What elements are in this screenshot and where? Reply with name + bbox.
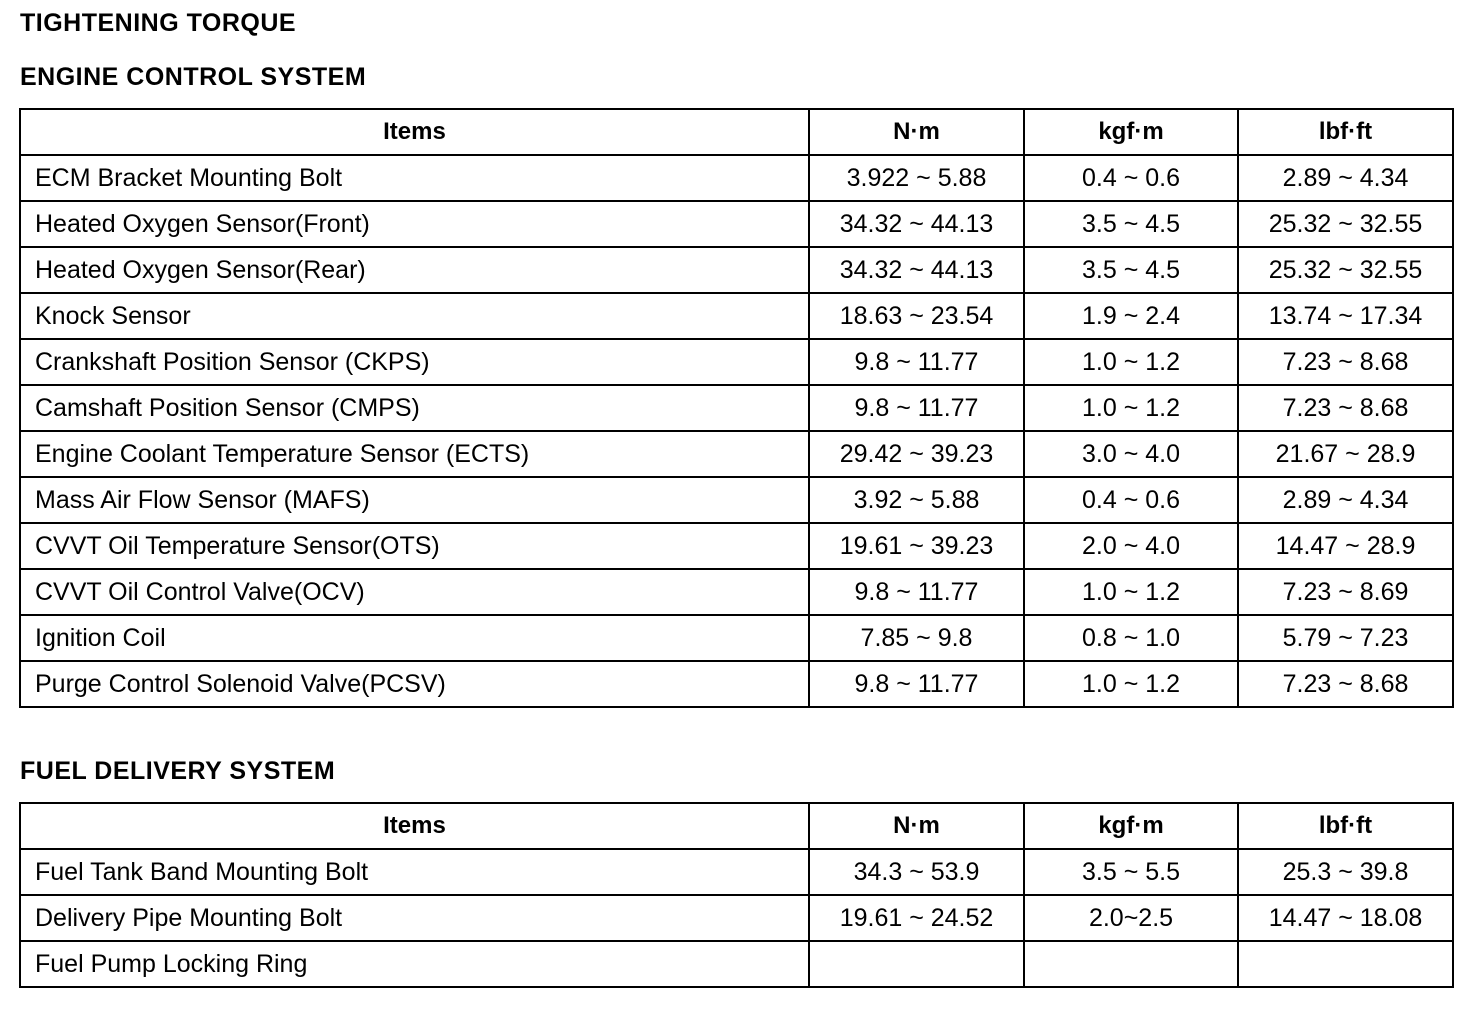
header-kgf-m: kgf·m — [1024, 109, 1238, 155]
torque-nm: 9.8 ~ 11.77 — [809, 661, 1024, 707]
torque-nm: 19.61 ~ 24.52 — [809, 895, 1024, 941]
torque-kgf-m: 1.0 ~ 1.2 — [1024, 385, 1238, 431]
table-header-row — [20, 803, 1453, 849]
item-name: Crankshaft Position Sensor (CKPS) — [20, 339, 809, 385]
torque-kgf-m: 0.4 ~ 0.6 — [1024, 155, 1238, 201]
torque-nm: 34.3 ~ 53.9 — [809, 849, 1024, 895]
item-name: Camshaft Position Sensor (CMPS) — [20, 385, 809, 431]
table-row — [20, 661, 1453, 707]
torque-lbf-ft: 2.89 ~ 4.34 — [1238, 477, 1453, 523]
header-kgf-m: kgf·m — [1024, 803, 1238, 849]
torque-kgf-m: 2.0 ~ 4.0 — [1024, 523, 1238, 569]
item-name: CVVT Oil Temperature Sensor(OTS) — [20, 523, 809, 569]
torque-kgf-m: 1.0 ~ 1.2 — [1024, 569, 1238, 615]
torque-kgf-m: 0.4 ~ 0.6 — [1024, 477, 1238, 523]
torque-nm: 34.32 ~ 44.13 — [809, 201, 1024, 247]
table-row — [20, 155, 1453, 201]
torque-kgf-m: 3.5 ~ 5.5 — [1024, 849, 1238, 895]
torque-kgf-m: 0.8 ~ 1.0 — [1024, 615, 1238, 661]
item-name: Mass Air Flow Sensor (MAFS) — [20, 477, 809, 523]
torque-nm: 19.61 ~ 39.23 — [809, 523, 1024, 569]
item-name: Fuel Tank Band Mounting Bolt — [20, 849, 809, 895]
torque-lbf-ft: 7.23 ~ 8.69 — [1238, 569, 1453, 615]
torque-lbf-ft: 5.79 ~ 7.23 — [1238, 615, 1453, 661]
item-name: Engine Coolant Temperature Sensor (ECTS) — [20, 431, 809, 477]
table-row — [20, 247, 1453, 293]
torque-lbf-ft: 2.89 ~ 4.34 — [1238, 155, 1453, 201]
torque-nm: 3.92 ~ 5.88 — [809, 477, 1024, 523]
table-row — [20, 849, 1453, 895]
torque-kgf-m: 3.5 ~ 4.5 — [1024, 201, 1238, 247]
torque-kgf-m: 2.0~2.5 — [1024, 895, 1238, 941]
torque-nm: 9.8 ~ 11.77 — [809, 339, 1024, 385]
torque-lbf-ft: 25.32 ~ 32.55 — [1238, 201, 1453, 247]
torque-nm: 7.85 ~ 9.8 — [809, 615, 1024, 661]
torque-nm: 9.8 ~ 11.77 — [809, 569, 1024, 615]
table-row — [20, 941, 1453, 987]
item-name: Heated Oxygen Sensor(Rear) — [20, 247, 809, 293]
torque-kgf-m: 1.0 ~ 1.2 — [1024, 661, 1238, 707]
torque-lbf-ft: 7.23 ~ 8.68 — [1238, 661, 1453, 707]
torque-nm: 34.32 ~ 44.13 — [809, 247, 1024, 293]
torque-kgf-m: 1.9 ~ 2.4 — [1024, 293, 1238, 339]
table-row — [20, 339, 1453, 385]
fuel-delivery-torque-table — [19, 802, 1454, 988]
torque-lbf-ft: 13.74 ~ 17.34 — [1238, 293, 1453, 339]
torque-lbf-ft: 7.23 ~ 8.68 — [1238, 385, 1453, 431]
table-row — [20, 477, 1453, 523]
section-title-fuel-delivery: FUEL DELIVERY SYSTEM — [20, 757, 336, 785]
table-row — [20, 385, 1453, 431]
header-items: Items — [20, 803, 809, 849]
torque-lbf-ft: 25.32 ~ 32.55 — [1238, 247, 1453, 293]
section-title-engine-control: ENGINE CONTROL SYSTEM — [20, 63, 367, 91]
torque-lbf-ft: 14.47 ~ 28.9 — [1238, 523, 1453, 569]
header-nm: N·m — [809, 803, 1024, 849]
item-name: CVVT Oil Control Valve(OCV) — [20, 569, 809, 615]
torque-nm: 29.42 ~ 39.23 — [809, 431, 1024, 477]
torque-lbf-ft: 7.23 ~ 8.68 — [1238, 339, 1453, 385]
table-row — [20, 293, 1453, 339]
item-name: Heated Oxygen Sensor(Front) — [20, 201, 809, 247]
header-lbf-ft: lbf·ft — [1238, 803, 1453, 849]
engine-control-torque-table — [19, 108, 1454, 708]
item-name: Fuel Pump Locking Ring — [20, 941, 809, 987]
table-row — [20, 431, 1453, 477]
table-row — [20, 201, 1453, 247]
header-nm: N·m — [809, 109, 1024, 155]
item-name: Delivery Pipe Mounting Bolt — [20, 895, 809, 941]
page-title: TIGHTENING TORQUE — [20, 9, 297, 37]
table-row — [20, 523, 1453, 569]
torque-lbf-ft — [1238, 941, 1453, 987]
torque-lbf-ft: 21.67 ~ 28.9 — [1238, 431, 1453, 477]
torque-nm: 18.63 ~ 23.54 — [809, 293, 1024, 339]
torque-lbf-ft: 25.3 ~ 39.8 — [1238, 849, 1453, 895]
torque-kgf-m — [1024, 941, 1238, 987]
torque-nm: 3.922 ~ 5.88 — [809, 155, 1024, 201]
torque-nm: 9.8 ~ 11.77 — [809, 385, 1024, 431]
item-name: ECM Bracket Mounting Bolt — [20, 155, 809, 201]
item-name: Ignition Coil — [20, 615, 809, 661]
header-lbf-ft: lbf·ft — [1238, 109, 1453, 155]
table-row — [20, 569, 1453, 615]
table-row — [20, 895, 1453, 941]
header-items: Items — [20, 109, 809, 155]
item-name: Knock Sensor — [20, 293, 809, 339]
table-header-row — [20, 109, 1453, 155]
torque-nm — [809, 941, 1024, 987]
torque-lbf-ft: 14.47 ~ 18.08 — [1238, 895, 1453, 941]
torque-kgf-m: 1.0 ~ 1.2 — [1024, 339, 1238, 385]
item-name: Purge Control Solenoid Valve(PCSV) — [20, 661, 809, 707]
torque-kgf-m: 3.5 ~ 4.5 — [1024, 247, 1238, 293]
torque-kgf-m: 3.0 ~ 4.0 — [1024, 431, 1238, 477]
table-row — [20, 615, 1453, 661]
